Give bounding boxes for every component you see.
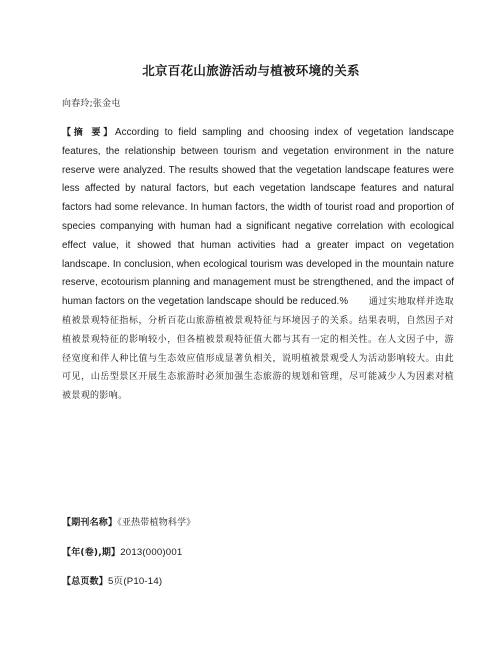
- pages-label: 【总页数】: [62, 577, 109, 587]
- year-label: 【年(卷),期】: [62, 548, 121, 558]
- abstract-label: 【摘 要】: [62, 128, 116, 138]
- abstract-paragraph: [62, 124, 454, 406]
- abstract-chinese: 通过实地取样并选取植被景观特征指标，分析百花山旅游植被景观特征与环境因子的关系。结果表明，自然因子对植被景观特征的影响较小，但各植被景观特征值大都与其有一定的相关性。在人文因子中，游径宽度和伴人种比值与生态效应值形成显著负相关，说明植被景观受人为活动影响较大。由此可见，山岳型景区开展生态旅游时必须加强生态旅游的规划和管理，尽可能减少人为因素对植被景观的影响。: [62, 297, 454, 402]
- page-count-line: [62, 575, 162, 589]
- year-value: 2013(000)001: [120, 547, 183, 558]
- journal-value: 《亚热带植物科学》: [117, 518, 196, 528]
- year-volume-issue-line: [62, 546, 182, 560]
- abstract-english: According to field sampling and choosing index of vegetation landscape features, the relationship between tourism and vegetation environment in the nature reserve were analyzed. The results showed that the vegetation landscape features were less affected by natural factors, but each vegetation landscape features and natural factors had some relevance. In human factors, the width of tourist road and proportion of species companying with human had a significant negative correlation with ecological effect value, it showed that human activities had a greater impact on vegetation landscape. In conclusion, when ecological tourism was developed in the mountain nature reserve, ecotourism planning and management must be strengthened, and the impact of human factors on the vegetation landscape should be reduced.%: [62, 127, 454, 308]
- journal-label: 【期刊名称】: [62, 518, 118, 528]
- pages-value: 5页(P10-14): [108, 576, 163, 587]
- document-title: 北京百花山旅游活动与植被环境的关系: [142, 63, 360, 78]
- journal-line: [62, 516, 196, 530]
- document-authors: 向春玲;张金屯: [62, 99, 121, 109]
